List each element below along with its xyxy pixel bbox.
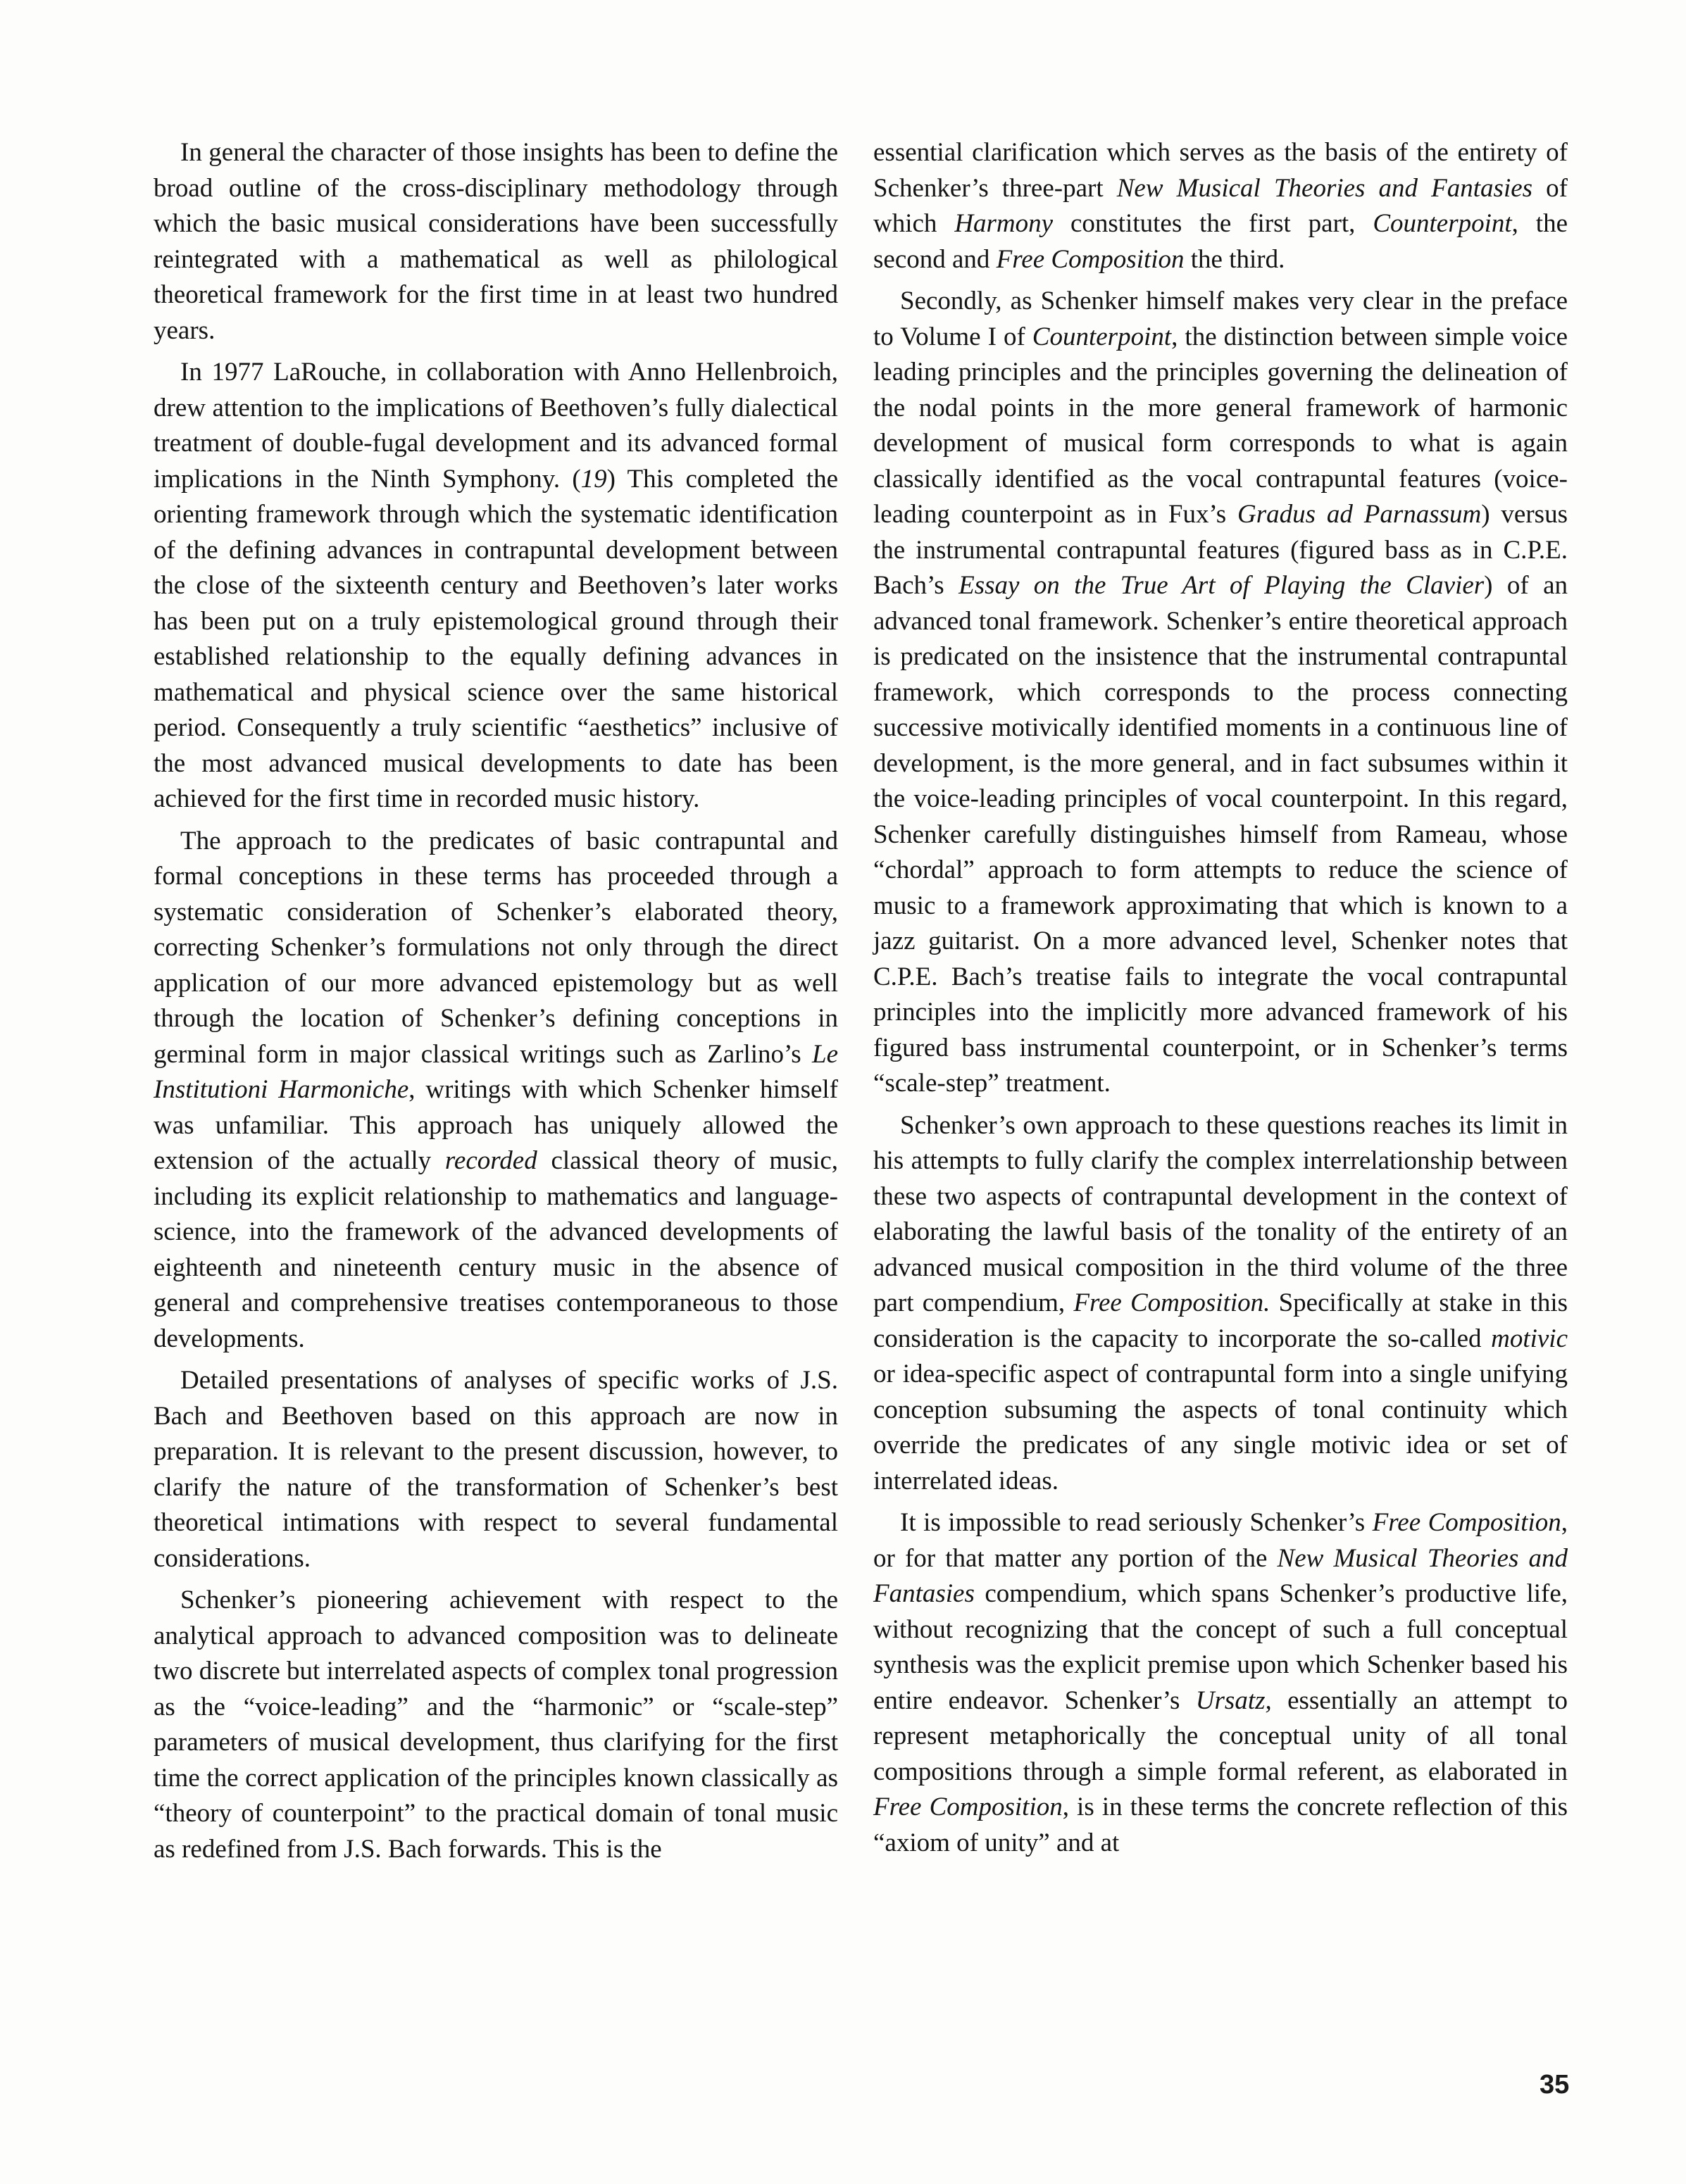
italic-text-run: New Musical Theories and Fantasies	[873, 1543, 1568, 1608]
paragraph	[154, 355, 838, 817]
text-run: , the distinction between simple voice leading principles and the principles governing the delineation of the nodal points in the more general framework of harmonic development of musical form corresponds to what is again classically identified as the vocal contrapuntal features (voice-leading counterpoint as in Fux’s	[873, 322, 1568, 529]
text-run: or idea-specific aspect of contrapuntal form into a single unifying conception subsuming the aspects of tonal continuity which override the predicates of any single motivic idea or set of interrelated ideas.	[873, 1360, 1568, 1495]
text-run: Detailed presentations of analyses of specific works of J.S. Bach and Beethoven based on this approach are now in preparation. It is relevant to the present discussion, however, to clarify the nature of the transformation of Schenker’s best theoretical intimations with respect to several fundamental considerations.	[154, 1366, 838, 1573]
text-run: of which	[873, 173, 1568, 238]
paragraph	[154, 1583, 838, 1867]
paragraph	[154, 135, 838, 349]
text-run: Secondly, as Schenker himself makes very clear in the preface to Volume I of	[873, 287, 1568, 351]
text-run: ) of an advanced tonal framework. Schenker’s entire theoretical approach is predicated on the insistence that the instrumental contrapuntal framework, which corresponds to the process connecting successive motivically identified moments in a continuous line of development, is the more general, and in fact subsumes within it the voice-leading principles of vocal counterpoint. In this regard, Schenker carefully distinguishes himself from Rameau, whose “chordal” approach to form attempts to reduce the science of music to a framework approximating that which is known to a jazz guitarist. On a more advanced level, Schenker notes that C.P.E. Bach’s treatise fails to integrate the vocal contrapuntal principles into the implicitly more advanced framework of his figured bass instrumental counterpoint, or in Schenker’s terms “scale-step” treatment.	[873, 571, 1568, 1098]
italic-text-run: recorded	[444, 1146, 537, 1175]
paragraph	[873, 284, 1568, 1102]
italic-text-run: Counterpoint	[1032, 322, 1172, 351]
right-column	[873, 135, 1568, 1867]
italic-text-run: Harmony	[954, 209, 1054, 238]
paragraph	[154, 1363, 838, 1576]
text-run: the third.	[1184, 244, 1285, 274]
paragraph	[873, 1505, 1568, 1861]
text-run: constitutes the first part,	[1053, 209, 1373, 238]
italic-text-run: 19	[580, 464, 607, 494]
italic-text-run: Free Composition.	[1073, 1288, 1270, 1317]
text-run: ) versus the instrumental contrapuntal features (figured bass as in C.P.E. Bach’s	[873, 500, 1568, 600]
paragraph	[154, 824, 838, 1357]
italic-text-run: Gradus ad Parnassum	[1237, 500, 1482, 529]
text-run: Specifically at stake in this consideration is the capacity to incorporate the so-called	[873, 1288, 1568, 1353]
paragraph	[873, 135, 1568, 277]
text-run: , the second and	[873, 209, 1568, 274]
text-run: essential clarification which serves as the basis of the entirety of Schenker’s three-part	[873, 138, 1568, 203]
text-run: ) This completed the orienting framework through which the systematic identification of the defining advances in contrapuntal development between the close of the sixteenth century and Beethoven’s later works has been put on a truly epistemological ground through their established relationship to the equally defining advances in mathematical and physical science over the same historical period. Consequently a truly scientific “aesthetics” inclusive of the most advanced musical developments to date has been achieved for the first time in recorded music history.	[154, 464, 838, 813]
italic-text-run: Free Composition	[1372, 1508, 1561, 1537]
italic-text-run: Free Composition	[873, 1793, 1063, 1821]
italic-text-run: Free Composition	[996, 244, 1185, 274]
italic-text-run: Essay on the True Art of Playing the Clavier	[958, 571, 1485, 600]
page-number: 35	[1540, 2070, 1570, 2100]
text-run: essentially an attempt to represent metaphorically the conceptual unity of all tonal compositions through a simple formal referent, as elaborated in	[873, 1686, 1568, 1786]
text-run: In 1977 LaRouche, in collaboration with Anno Hellenbroich, drew attention to the implications of Beethoven’s fully dialectical treatment of double-fugal development and its advanced formal implications in the Ninth Symphony. (	[154, 358, 838, 494]
italic-text-run: Le Institutioni Harmoniche	[154, 1039, 838, 1104]
italic-text-run: motivic	[1491, 1324, 1568, 1353]
text-run: classical theory of music, including its explicit relationship to mathematics and language-science, into the framework of the advanced developments of eighteenth and nineteenth century music in the absence of general and comprehensive treatises contemporaneous to those developments.	[154, 1146, 838, 1353]
italic-text-run: Ursatz,	[1195, 1686, 1272, 1715]
italic-text-run: New Musical Theories and Fantasies	[1116, 173, 1533, 203]
text-run: , writings with which Schenker himself was unfamiliar. This approach has uniquely allowed the extension of the actually	[154, 1075, 838, 1175]
text-run: compendium, which spans Schenker’s productive life, without recognizing that the concept of such a full conceptual synthesis was the explicit premise upon which Schenker based his entire endeavor. Schenker’s	[873, 1579, 1568, 1715]
text-run: , is in these terms the concrete reflection of this “axiom of unity” and at	[873, 1793, 1568, 1857]
text-run: In general the character of those insights has been to define the broad outline of the cross-disciplinary methodology through which the basic musical considerations have been successfully reintegrated with a mathematical as well as philological theoretical framework for the first time in at least two hundred years.	[154, 138, 838, 345]
text-run: , or for that matter any portion of the	[873, 1508, 1568, 1573]
text-run: The approach to the predicates of basic contrapuntal and formal conceptions in these terms has proceeded through a systematic consideration of Schenker’s elaborated theory, correcting Schenker’s formulations not only through the direct application of our more advanced epistemology but as well through the location of Schenker’s defining conceptions in germinal form in major classical writings such as Zarlino’s	[154, 826, 838, 1069]
text-run: It is impossible to read seriously Schenker’s	[900, 1508, 1373, 1537]
left-column	[154, 135, 838, 1874]
text-run: Schenker’s pioneering achievement with respect to the analytical approach to advanced composition was to delineate two discrete but interrelated aspects of complex tonal progression as the “voice-leading” and the “harmonic” or “scale-step” parameters of musical development, thus clarifying for the first time the correct application of the principles known classically as “theory of counterpoint” to the practical domain of tonal music as redefined from J.S. Bach forwards. This is the	[154, 1586, 838, 1864]
paragraph	[873, 1108, 1568, 1500]
italic-text-run: Counterpoint	[1373, 209, 1512, 238]
text-run: Schenker’s own approach to these questions reaches its limit in his attempts to fully clarify the complex interrelationship between these two aspects of contrapuntal development in the context of elaborating the lawful basis of the tonality of the entirety of an advanced musical composition in the third volume of the three part compendium,	[873, 1110, 1568, 1317]
